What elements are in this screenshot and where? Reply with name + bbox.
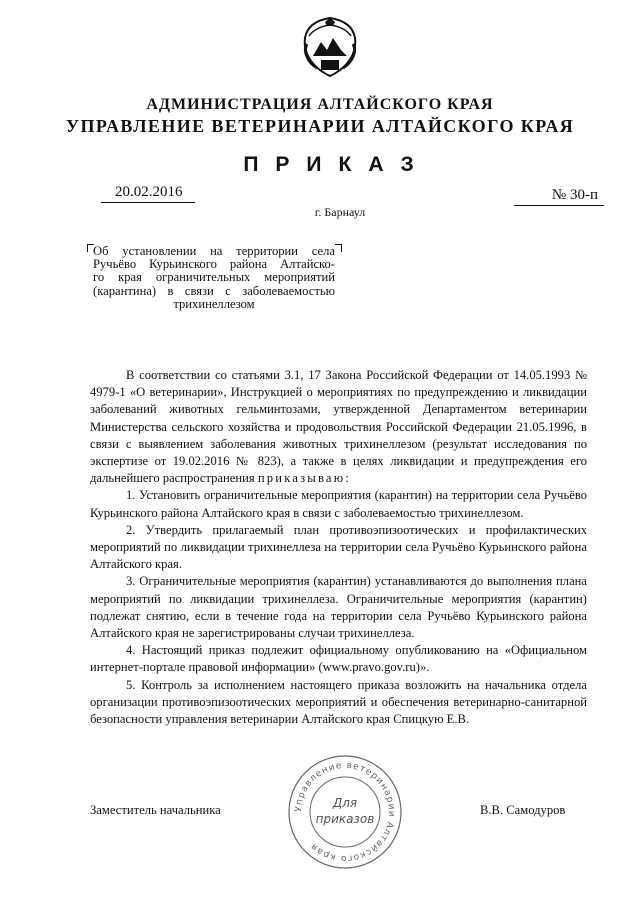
subject-line: го края ограничительных мероприятий: [93, 270, 335, 285]
organization-line-2: УПРАВЛЕНИЕ ВЕТЕРИНАРИИ АЛТАЙСКОГО КРАЯ: [65, 116, 575, 136]
subject-bracket-right: [335, 244, 342, 252]
document-subject: [93, 245, 335, 311]
body-item-1: 1. Установить ограничительные мероприятия (карантин) на территории села Ручьёво Курьинского района Алтайского края в связи с заболеваемостью трихинеллезом.: [90, 488, 587, 520]
subject-line: (карантина) в связи с заболеваемостью: [93, 283, 335, 298]
signatory-position: Заместитель начальника: [90, 803, 221, 817]
order-keyword: приказываю: [257, 471, 346, 486]
official-stamp: [285, 752, 405, 872]
document-date: 20.02.2016: [101, 183, 195, 203]
document-city: г. Барнаул: [314, 205, 366, 219]
body-intro-paragraph: [90, 367, 587, 487]
coat-of-arms-icon: [299, 16, 361, 80]
document-number: № 30-п: [514, 186, 604, 206]
subject-line: Ручьёво Курьинского района Алтайско-: [93, 257, 335, 272]
intro-colon: :: [345, 471, 349, 486]
document-body: [90, 367, 587, 728]
stamp-center-line-2: приказов: [315, 812, 375, 826]
body-item-2: 2. Утвердить прилагаемый план противоэпизоотических и профилактических мероприятий по ликвидации трихинеллеза на территории села Ручьёво Курьинского района Алтайского края.: [90, 522, 587, 572]
intro-text: В соответствии со статьями 3.1, 17 Закона Российской Федерации от 14.05.1993 № 4979-1 «О ветеринарии», Инструкцией о мероприятиях по предупреждению и ликвидации заболеваний животных гельминтозами, утвержденной Департаментом ветеринарии Министерства сельского хозяйства и продовольствия Российской Федерации 21.05.1996, в связи с выявлением заболевания животных трихинеллезом (результат исследования по экспертизе от 19.02.2016 № 823), а также в целях ликвидации и предупреждения его дальнейшего распространения: [90, 368, 587, 486]
stamp-center-line-1: Для: [332, 796, 358, 810]
document-type-title: ПРИКАЗ: [243, 153, 431, 176]
subject-line: трихинеллезом: [173, 296, 255, 311]
body-item-3: 3. Ограничительные мероприятия (карантин) устанавливаются до выполнения плана мероприятий по ликвидации трихинеллеза. Ограничительные мероприятия (карантин) подлежат снятию, если в течение года на территории села Ручьёво Курьинского района Алтайского края не зарегистрированы случаи трихинеллеза.: [90, 574, 587, 641]
body-item-5: 5. Контроль за исполнением настоящего приказа возложить на начальника отдела организации противоэпизоотических мероприятий и обеспечения ветеринарно-санитарной безопасности управления ветеринарии Алтайского края Спицкую Е.В.: [90, 677, 587, 727]
subject-line: Об установлении на территории села: [93, 244, 335, 258]
body-item-4: 4. Настоящий приказ подлежит официальному опубликованию на «Официальном интернет-портале правовой информации» (www.pravo.gov.ru)».: [90, 643, 587, 675]
signatory-name: В.В. Самодуров: [480, 803, 566, 817]
stamp-outer-text: Управление ветеринарии Алтайского края: [293, 760, 397, 864]
organization-line-1: АДМИНИСТРАЦИЯ АЛТАЙСКОГО КРАЯ: [146, 96, 494, 113]
